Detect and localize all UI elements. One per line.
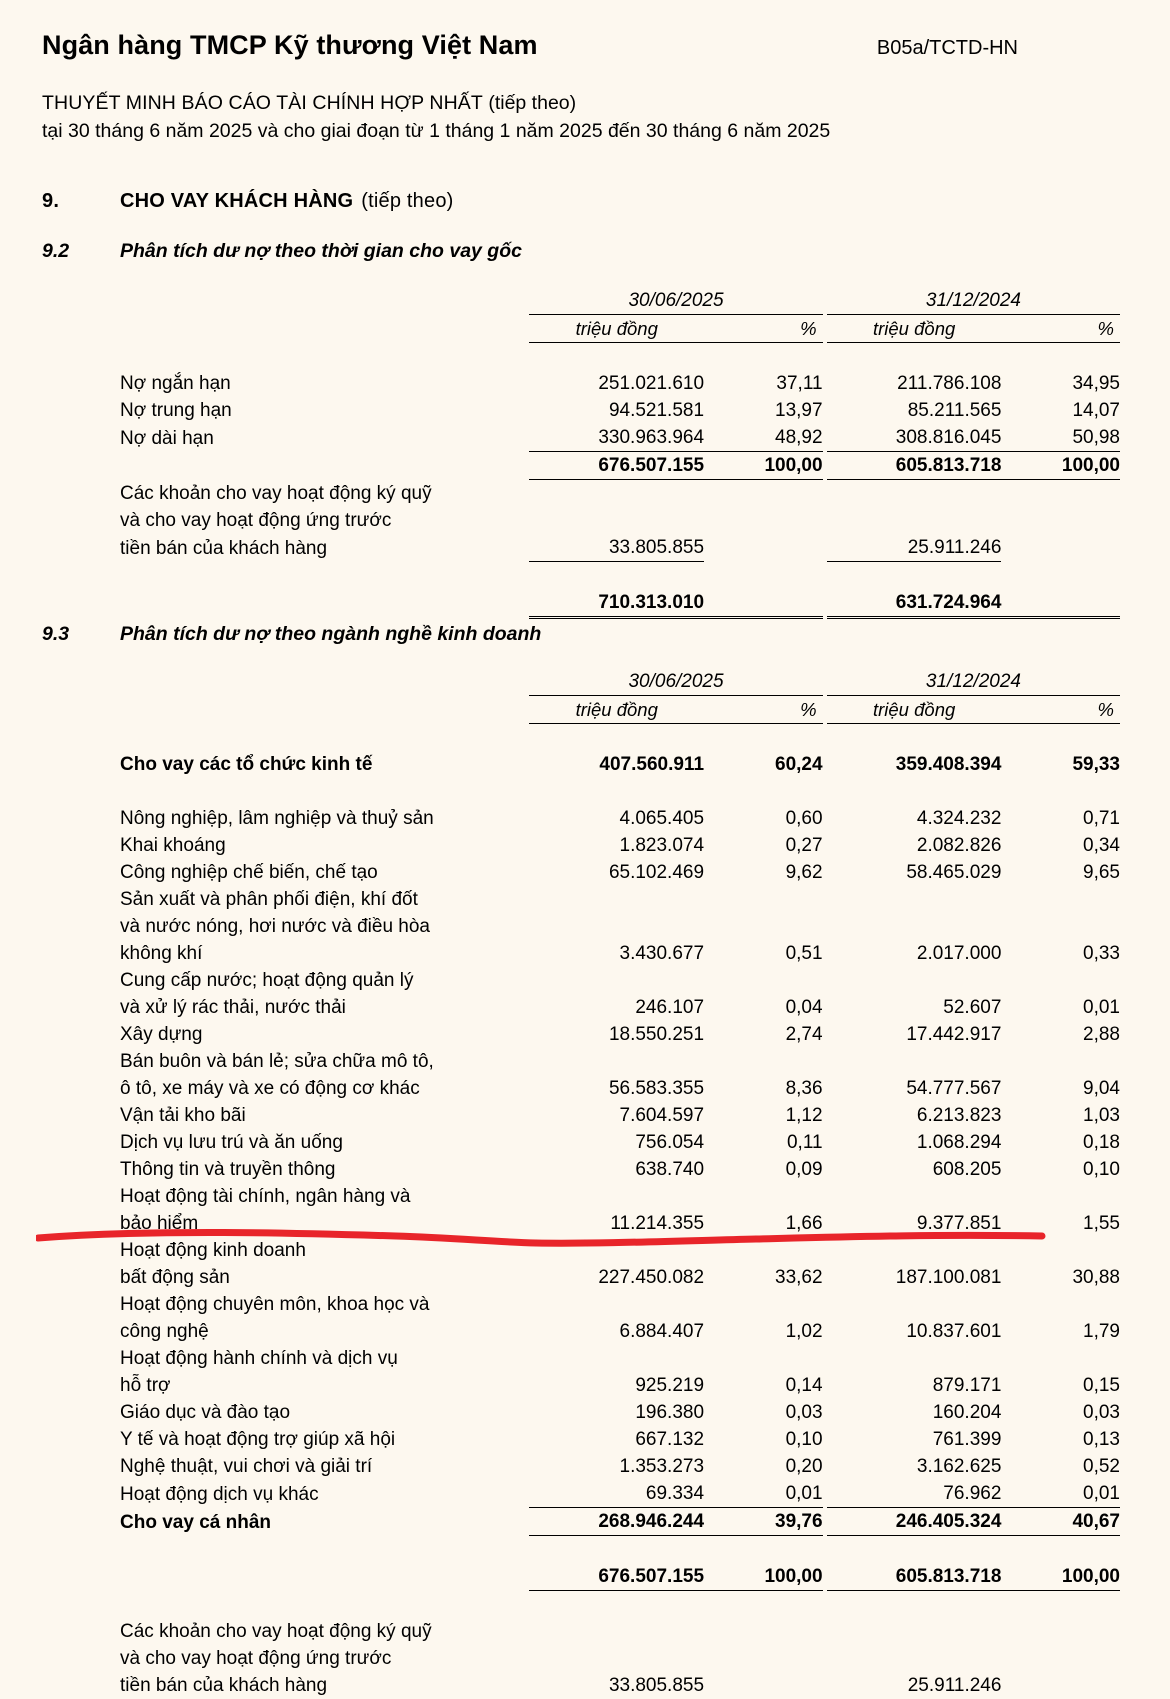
row-pct-2: 0,15 (1083, 1375, 1120, 1396)
row-label: Nghệ thuật, vui chơi và giải trí (120, 1456, 373, 1477)
row-pct-2: 40,67 (1001, 1508, 1120, 1536)
document-title-suffix: (tiếp theo) (488, 92, 577, 114)
row-value-2: 6.213.823 (916, 1105, 1002, 1126)
row-label: Khai khoáng (120, 835, 226, 856)
row-pct-1: 1,12 (785, 1105, 823, 1126)
row-pct-1: 60,24 (775, 754, 823, 775)
row-value-1: 94.521.581 (608, 400, 705, 421)
row-label: Nợ ngắn hạn (120, 373, 231, 394)
table-row (120, 967, 1120, 994)
row-pct-1: 2,74 (785, 1024, 823, 1045)
table-row (120, 994, 1120, 1021)
note-9-title-suffix: (tiếp theo) (361, 190, 454, 212)
table-row (120, 886, 1120, 913)
table-row (120, 1480, 1120, 1508)
table-subtotal-row (120, 1508, 1120, 1536)
row-label-line: Bán buôn và bán lẻ; sửa chữa mô tô, (120, 1051, 434, 1072)
row-pct-1: 1,02 (785, 1321, 823, 1342)
row-value-1: 196.380 (635, 1402, 705, 1423)
row-pct-2: 0,03 (1083, 1402, 1120, 1423)
table-row (120, 397, 1120, 424)
row-value-1: 251.021.610 (598, 373, 705, 394)
row-value-2: 17.442.917 (906, 1024, 1002, 1045)
row-value-2: 52.607 (943, 997, 1002, 1018)
table-row (120, 805, 1120, 832)
margin-value-2: 25.911.246 (907, 1675, 1002, 1696)
row-value-1: 69.334 (529, 1480, 704, 1508)
row-pct-2: 50,98 (1001, 424, 1120, 452)
row-value-1: 756.054 (635, 1132, 705, 1153)
table-row (120, 1183, 1120, 1210)
row-pct-2: 0,01 (1083, 997, 1120, 1018)
row-value-2: 608.205 (932, 1159, 1002, 1180)
row-value-2: 85.211.565 (907, 400, 1002, 421)
note-9-2-table-wrap (42, 287, 1128, 619)
row-pct-1: 8,36 (785, 1078, 823, 1099)
row-label: Nợ dài hạn (120, 427, 214, 449)
row-value-1: 7.604.597 (619, 1105, 705, 1126)
row-value-2: 1.068.294 (916, 1132, 1002, 1153)
row-pct-2: 34,95 (1072, 373, 1120, 394)
row-label-line: Sản xuất và phân phối điện, khí đốt (120, 889, 418, 910)
margin-label-line-3: tiền bán của khách hàng (120, 537, 328, 559)
row-label-line: Cung cấp nước; hoạt động quản lý (120, 970, 414, 991)
table-row (120, 1318, 1120, 1345)
row-label-line: hỗ trợ (120, 1375, 171, 1396)
margin-value-1: 33.805.855 (608, 1675, 705, 1696)
row-value-2: 246.405.324 (827, 1508, 1002, 1536)
row-pct-2: 0,13 (1083, 1429, 1120, 1450)
table-row (120, 1129, 1120, 1156)
row-value-1: 65.102.469 (608, 862, 705, 883)
table-row (120, 424, 1120, 452)
bank-name: Ngân hàng TMCP Kỹ thương Việt Nam (42, 30, 538, 60)
row-value-1: 667.132 (635, 1429, 705, 1450)
total-value-2: 605.813.718 (827, 452, 1002, 480)
unit-col-2: triệu đồng (827, 696, 1002, 724)
row-value-1: 268.946.244 (529, 1508, 704, 1536)
pct-col-1: % (704, 696, 823, 724)
table-row (120, 1645, 1120, 1672)
note-9-title: CHO VAY KHÁCH HÀNG (120, 190, 354, 212)
table-section-row (120, 751, 1120, 778)
row-pct-1: 9,62 (785, 862, 823, 883)
note-9-3-title: Phân tích dư nợ theo ngành nghề kinh doanh (120, 623, 542, 645)
row-value-1: 246.107 (635, 997, 705, 1018)
total-value-1: 676.507.155 (529, 1563, 704, 1591)
margin-label-line-1: Các khoản cho vay hoạt động ký quỹ (120, 1621, 432, 1642)
pct-col-2: % (1001, 696, 1120, 724)
total-pct-2: 100,00 (1001, 452, 1120, 480)
margin-value-2: 25.911.246 (827, 534, 1002, 562)
row-pct-1: 0,11 (786, 1132, 823, 1153)
row-pct-1: 0,01 (704, 1480, 823, 1508)
row-value-2: 211.786.108 (897, 373, 1002, 394)
row-pct-1: 0,60 (785, 808, 823, 829)
row-label: Xây dựng (120, 1024, 203, 1045)
row-label-line: Hoạt động tài chính, ngân hàng và (120, 1186, 411, 1207)
table-unit-header-row (120, 696, 1120, 724)
note-9-heading (42, 190, 1128, 213)
margin-label-line-2: và cho vay hoạt động ứng trước (120, 510, 392, 531)
row-value-2: 2.082.826 (916, 835, 1002, 856)
note-9-3-table-wrap (42, 668, 1128, 1699)
pct-col-1: % (704, 315, 823, 343)
row-value-2: 2.017.000 (916, 943, 1002, 964)
table-date-header-row (120, 287, 1120, 315)
table-row (120, 1156, 1120, 1183)
row-value-1: 56.583.355 (608, 1078, 705, 1099)
margin-value-1: 33.805.855 (529, 534, 704, 562)
table-row (120, 534, 1120, 562)
table-row (120, 940, 1120, 967)
row-value-1: 4.065.405 (619, 808, 705, 829)
row-label: Nợ trung hạn (120, 400, 232, 421)
table-row (120, 1075, 1120, 1102)
note-9-3-heading (42, 623, 1128, 646)
table-date-header-row (120, 668, 1120, 696)
table-row (120, 913, 1120, 940)
table-row (120, 1672, 1120, 1699)
row-value-1: 11.214.355 (610, 1213, 705, 1234)
row-pct-2: 30,88 (1072, 1267, 1120, 1288)
row-pct-2: 0,52 (1083, 1456, 1120, 1477)
row-label-line: và xử lý rác thải, nước thải (120, 997, 346, 1018)
row-value-2: 9.377.851 (916, 1213, 1002, 1234)
row-value-2: 187.100.081 (895, 1267, 1002, 1288)
row-value-2: 58.465.029 (906, 862, 1002, 883)
note-9-2-title: Phân tích dư nợ theo thời gian cho vay gốc (120, 240, 522, 262)
row-pct-1: 0,20 (785, 1456, 823, 1477)
row-value-1: 18.550.251 (608, 1024, 705, 1045)
grand-total-value-2: 631.724.964 (827, 589, 1002, 618)
row-value-2: 160.204 (932, 1402, 1002, 1423)
row-pct-2: 0,71 (1083, 808, 1120, 829)
unit-col-1: triệu đồng (529, 696, 704, 724)
row-value-2: 879.171 (932, 1375, 1002, 1396)
row-value-1: 1.823.074 (619, 835, 705, 856)
total-pct-1: 100,00 (704, 452, 823, 480)
row-label-line: Hoạt động chuyên môn, khoa học và (120, 1294, 430, 1315)
table-grand-total-row (120, 589, 1120, 618)
total-pct-2: 100,00 (1001, 1563, 1120, 1591)
row-value-1: 925.219 (635, 1375, 705, 1396)
row-pct-1: 0,10 (785, 1429, 823, 1450)
table-row (120, 1291, 1120, 1318)
row-label-line: ô tô, xe máy và xe có động cơ khác (120, 1078, 420, 1099)
row-value-2: 4.324.232 (916, 808, 1002, 829)
row-pct-1: 0,51 (785, 943, 823, 964)
row-label: Hoạt động dịch vụ khác (120, 1483, 319, 1505)
total-value-2: 605.813.718 (827, 1563, 1002, 1591)
document-period: tại 30 tháng 6 năm 2025 và cho giai đoạn từ 1 tháng 1 năm 2025 đến 30 tháng 6 năm 2025 (42, 120, 831, 143)
unit-col-1: triệu đồng (529, 315, 704, 343)
row-label: Vận tải kho bãi (120, 1105, 246, 1126)
row-label: Cho vay các tổ chức kinh tế (120, 754, 373, 775)
row-label: Thông tin và truyền thông (120, 1159, 336, 1180)
form-code: B05a/TCTD-HN (876, 37, 1018, 59)
row-pct-1: 0,14 (785, 1375, 823, 1396)
row-pct-1: 33,62 (775, 1267, 823, 1288)
row-label: Cho vay cá nhân (120, 1511, 271, 1533)
row-pct-2: 14,07 (1072, 400, 1120, 421)
table-unit-header-row (120, 315, 1120, 343)
row-pct-1: 37,11 (776, 373, 823, 394)
row-value-2: 3.162.625 (916, 1456, 1002, 1477)
row-label: Dịch vụ lưu trú và ăn uống (120, 1132, 343, 1153)
pct-col-2: % (1001, 315, 1120, 343)
table-row (120, 1399, 1120, 1426)
row-label-line: không khí (120, 943, 203, 964)
row-value-1: 227.450.082 (598, 1267, 705, 1288)
total-pct-1: 100,00 (704, 1563, 823, 1591)
row-pct-1: 1,66 (785, 1213, 823, 1234)
table-row (120, 1426, 1120, 1453)
table-row (120, 832, 1120, 859)
row-value-2: 10.837.601 (906, 1321, 1002, 1342)
table-row (120, 507, 1120, 534)
document-subheader (42, 89, 1128, 146)
row-pct-1: 0,27 (785, 835, 823, 856)
row-value-2: 761.399 (932, 1429, 1002, 1450)
row-label: Công nghiệp chế biến, chế tạo (120, 862, 378, 883)
row-label: Nông nghiệp, lâm nghiệp và thuỷ sản (120, 808, 434, 829)
row-pct-2: 2,88 (1083, 1024, 1120, 1045)
note-9-2-number: 9.2 (42, 240, 70, 262)
row-value-2: 308.816.045 (827, 424, 1002, 452)
row-pct-2: 0,34 (1083, 835, 1120, 856)
table-total-row (120, 1563, 1120, 1591)
row-value-1: 407.560.911 (599, 754, 705, 775)
row-value-1: 330.963.964 (529, 424, 704, 452)
note-9-2-heading (42, 240, 1128, 263)
note-9-3-table (120, 668, 1120, 1699)
margin-label-line-3: tiền bán của khách hàng (120, 1675, 328, 1696)
table-row (120, 1237, 1120, 1264)
table-row (120, 1372, 1120, 1399)
row-pct-2: 0,18 (1083, 1132, 1120, 1153)
row-label-line: bất động sản (120, 1267, 230, 1288)
table-row (120, 1345, 1120, 1372)
row-pct-2: 1,79 (1083, 1321, 1120, 1342)
note-9-number: 9. (42, 190, 60, 212)
row-value-1: 638.740 (635, 1159, 705, 1180)
table-row (120, 480, 1120, 508)
row-pct-2: 59,33 (1072, 754, 1120, 775)
total-value-1: 676.507.155 (529, 452, 704, 480)
margin-label-line-2: và cho vay hoạt động ứng trước (120, 1648, 392, 1669)
row-label-line: Hoạt động kinh doanh (120, 1240, 306, 1261)
table-row (120, 1210, 1120, 1237)
row-pct-2: 9,65 (1083, 862, 1120, 883)
row-value-2: 54.777.567 (906, 1078, 1002, 1099)
row-value-2: 76.962 (827, 1480, 1002, 1508)
page-header (42, 30, 1128, 61)
table-row (120, 370, 1120, 397)
note-9-3-number: 9.3 (42, 623, 70, 645)
table-total-row (120, 452, 1120, 480)
row-pct-1: 13,97 (775, 400, 823, 421)
row-pct-2: 9,04 (1083, 1078, 1120, 1099)
note-9-2-table (120, 287, 1120, 619)
margin-label-line-1: Các khoản cho vay hoạt động ký quỹ (120, 483, 432, 504)
row-pct-1: 0,09 (785, 1159, 823, 1180)
row-label-line: Hoạt động hành chính và dịch vụ (120, 1348, 398, 1369)
date-col-1: 30/06/2025 (529, 668, 822, 696)
table-row (120, 1048, 1120, 1075)
document-title: THUYẾT MINH BÁO CÁO TÀI CHÍNH HỢP NHẤT (42, 92, 483, 114)
row-pct-1: 48,92 (704, 424, 823, 452)
row-label-line: công nghệ (120, 1321, 209, 1342)
table-row (120, 1102, 1120, 1129)
row-pct-1: 0,04 (785, 997, 823, 1018)
row-value-2: 359.408.394 (895, 754, 1002, 775)
date-col-2: 31/12/2024 (827, 668, 1120, 696)
table-row (120, 859, 1120, 886)
row-label-line: bảo hiểm (120, 1213, 199, 1234)
table-row-real-estate (120, 1264, 1120, 1291)
unit-col-2: triệu đồng (827, 315, 1002, 343)
table-row (120, 1618, 1120, 1645)
row-label: Giáo dục và đào tạo (120, 1402, 291, 1423)
row-pct-2: 0,10 (1083, 1159, 1120, 1180)
row-value-1: 6.884.407 (619, 1321, 705, 1342)
row-pct-2: 1,55 (1083, 1213, 1120, 1234)
row-pct-1: 0,03 (785, 1402, 823, 1423)
row-pct-1: 39,76 (704, 1508, 823, 1536)
row-pct-2: 1,03 (1083, 1105, 1120, 1126)
date-col-2: 31/12/2024 (827, 287, 1120, 315)
row-label-line: và nước nóng, hơi nước và điều hòa (120, 916, 430, 937)
table-row (120, 1453, 1120, 1480)
row-value-1: 3.430.677 (619, 943, 705, 964)
row-label: Y tế và hoạt động trợ giúp xã hội (120, 1429, 396, 1450)
table-row (120, 1021, 1120, 1048)
row-value-1: 1.353.273 (619, 1456, 705, 1477)
grand-total-value-1: 710.313.010 (529, 589, 704, 618)
row-pct-2: 0,01 (1001, 1480, 1120, 1508)
row-pct-2: 0,33 (1083, 943, 1120, 964)
date-col-1: 30/06/2025 (529, 287, 822, 315)
